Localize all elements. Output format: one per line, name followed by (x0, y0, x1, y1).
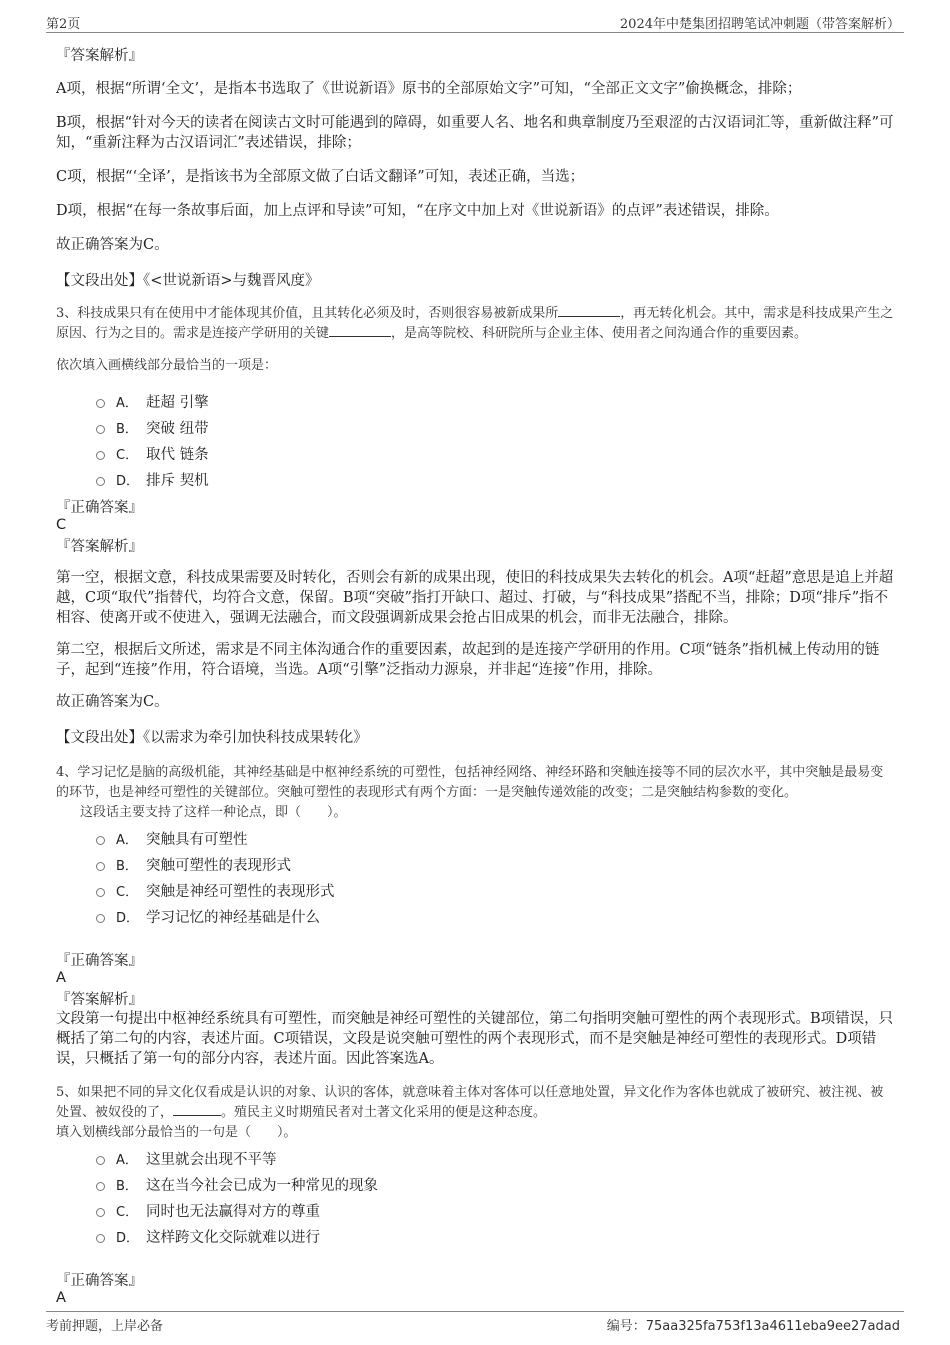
q3-stem (56, 304, 896, 344)
q3-option-c[interactable]: C． 取代 链条 (96, 442, 896, 468)
q4-prompt: 这段话主要支持了这样一种论点，即（ ）。 (80, 805, 347, 820)
q3-analysis-1: 第一空，根据文意，科技成果需要及时转化，否则会有新的成果出现，使旧的科技成果失去转化的机会。A项“赶超”意思是追上并超越，C项“取代”指替代，均符合文意，保留。B项“突破”指打开缺口、超过、打破，与“科技成果”搭配不当，排除；D项“排斥”指不相容、使离开或不使进入，强调无法融合，而文段强调新成果会抢占旧成果的机会，而非无法融合，排除。 (56, 570, 894, 626)
footer-slogan: 考前押题，上岸必备 (46, 1319, 164, 1334)
radio-icon[interactable] (96, 451, 105, 460)
q2-analysis-label: 『答案解析』 (56, 48, 143, 64)
q5-option-c[interactable]: C． 同时也无法赢得对方的尊重 (96, 1199, 896, 1225)
q5-prompt: 填入划横线部分最恰当的一句是（ ）。 (56, 1125, 297, 1140)
footer-code-label: 编号： (606, 1319, 646, 1334)
q3-option-b[interactable]: B． 突破 纽带 (96, 416, 896, 442)
radio-icon[interactable] (96, 1208, 105, 1217)
page-header (46, 12, 904, 33)
radio-icon[interactable] (96, 888, 105, 897)
q5-option-b[interactable]: B． 这在当今社会已成为一种常见的现象 (96, 1173, 896, 1199)
q4-correct-answer: A (56, 970, 66, 986)
q3-conclusion: 故正确答案为C。 (56, 694, 169, 710)
q5-correct-answer: A (56, 1290, 66, 1306)
q3-prompt: 依次填入画横线部分最恰当的一项是： (56, 358, 278, 373)
q3-stem-part2: ，再无转化机会。其中，需求是科技成果产生之原因、行为之目的。需求是连接产学研用的关键 (56, 306, 894, 341)
q5-stem-part1: 5、如果把不同的异文化仅看成是认识的对象、认识的客体，就意味着主体对客体可以任意地处置，异文化作为客体也就成了被研究、被注视、被处置、被奴役的了， (56, 1085, 884, 1120)
q4-option-b[interactable]: B． 突触可塑性的表现形式 (96, 853, 896, 879)
q3-stem-part3: ，是高等院校、科研院所与企业主体、使用者之间沟通合作的重要因素。 (391, 326, 808, 341)
q2-analysis-d: D项，根据“在每一条故事后面，加上点评和导读”可知，“在序文中加上对《世说新语》的点评”表述错误，排除。 (56, 203, 779, 219)
q3-blank-1 (558, 304, 620, 317)
q3-correct-answer: C (56, 517, 67, 533)
q2-analysis-a: A项，根据“所谓‘全文’，是指本书选取了《世说新语》原书的全部原始文字”可知，“全部正文文字”偷换概念，排除； (56, 81, 802, 97)
q5-options (96, 1147, 896, 1251)
q2-source: 【文段出处】《<世说新语>与魏晋风度》 (56, 273, 320, 289)
q3-blank-2 (329, 324, 391, 337)
footer-code (607, 1315, 900, 1334)
q4-stem: 4、学习记忆是脑的高级机能，其神经基础是中枢神经系统的可塑性，包括神经网络、神经环路和突触连接等不同的层次水平，其中突触是最易变的环节，也是神经可塑性的关键部位。突触可塑性的表现形式有两个方面：一是突触传递效能的改变；二是突触结构参数的变化。 (56, 765, 884, 800)
q4-options (96, 827, 896, 931)
q2-analysis-c: C项，根据“‘全译’，是指该书为全部原文做了白话文翻译”可知，表述正确，当选； (56, 169, 585, 185)
radio-icon[interactable] (96, 1156, 105, 1165)
q5-blank (173, 1103, 221, 1116)
q3-option-d[interactable]: D． 排斥 契机 (96, 468, 896, 494)
radio-icon[interactable] (96, 862, 105, 871)
q3-analysis-label: 『答案解析』 (56, 539, 143, 555)
page-footer (46, 1311, 904, 1334)
radio-icon[interactable] (96, 1182, 105, 1191)
q3-options (96, 390, 896, 494)
q5-stem-part2: 。殖民主义时期殖民者对土著文化采用的便是这种态度。 (221, 1105, 547, 1120)
q4-option-a[interactable]: A． 突触具有可塑性 (96, 827, 896, 853)
radio-icon[interactable] (96, 914, 105, 923)
q3-analysis-2: 第二空，根据后文所述，需求是不同主体沟通合作的重要因素，故起到的是连接产学研用的作用。C项“链条”指机械上传动用的链子，起到“连接”作用，符合语境，当选。A项“引擎”泛指动力源泉，并非起“连接”作用，排除。 (56, 642, 880, 678)
q3-correct-label: 『正确答案』 (56, 500, 143, 516)
q3-stem-part1: 3、科技成果只有在使用中才能体现其价值，且其转化必须及时，否则很容易被新成果所 (56, 306, 559, 321)
page-number: 第2页 (46, 17, 81, 32)
q4-analysis-label: 『答案解析』 (56, 992, 143, 1008)
q5-option-d[interactable]: D． 这样跨文化交际就难以进行 (96, 1225, 896, 1251)
radio-icon[interactable] (96, 399, 105, 408)
document-body (56, 44, 896, 1306)
q5-option-a[interactable]: A． 这里就会出现不平等 (96, 1147, 896, 1173)
q2-conclusion: 故正确答案为C。 (56, 237, 169, 253)
footer-code-value: 75aa325fa753f13a4611eba9ee27adad (645, 1319, 900, 1334)
q4-analysis: 文段第一句提出中枢神经系统具有可塑性，而突触是神经可塑性的关键部位，第二句指明突触可塑性的两个表现形式。B项错误，只概括了第二句的内容，表述片面。C项错误，文段是说突触可塑性的两个表现形式，而不是突触是神经可塑性的表现形式。D项错误，只概括了第一句的部分内容，表述片面。因此答案选A。 (56, 1011, 894, 1067)
q3-source: 【文段出处】《以需求为牵引加快科技成果转化》 (56, 730, 368, 746)
q4-option-d[interactable]: D． 学习记忆的神经基础是什么 (96, 905, 896, 931)
q5-stem (56, 1083, 896, 1123)
document-title: 2024年中楚集团招聘笔试冲刺题（带答案解析） (619, 17, 900, 32)
radio-icon[interactable] (96, 425, 105, 434)
q2-analysis-b: B项，根据“针对今天的读者在阅读古文时可能遇到的障碍，如重要人名、地名和典章制度乃至艰涩的古汉语词汇等，重新做注释”可知，“重新注释为古汉语词汇”表述错误，排除； (56, 115, 894, 151)
radio-icon[interactable] (96, 1234, 105, 1243)
q4-option-c[interactable]: C． 突触是神经可塑性的表现形式 (96, 879, 896, 905)
q4-correct-label: 『正确答案』 (56, 953, 143, 969)
radio-icon[interactable] (96, 477, 105, 486)
radio-icon[interactable] (96, 836, 105, 845)
q5-correct-label: 『正确答案』 (56, 1273, 143, 1289)
q3-option-a[interactable]: A． 赶超 引擎 (96, 390, 896, 416)
